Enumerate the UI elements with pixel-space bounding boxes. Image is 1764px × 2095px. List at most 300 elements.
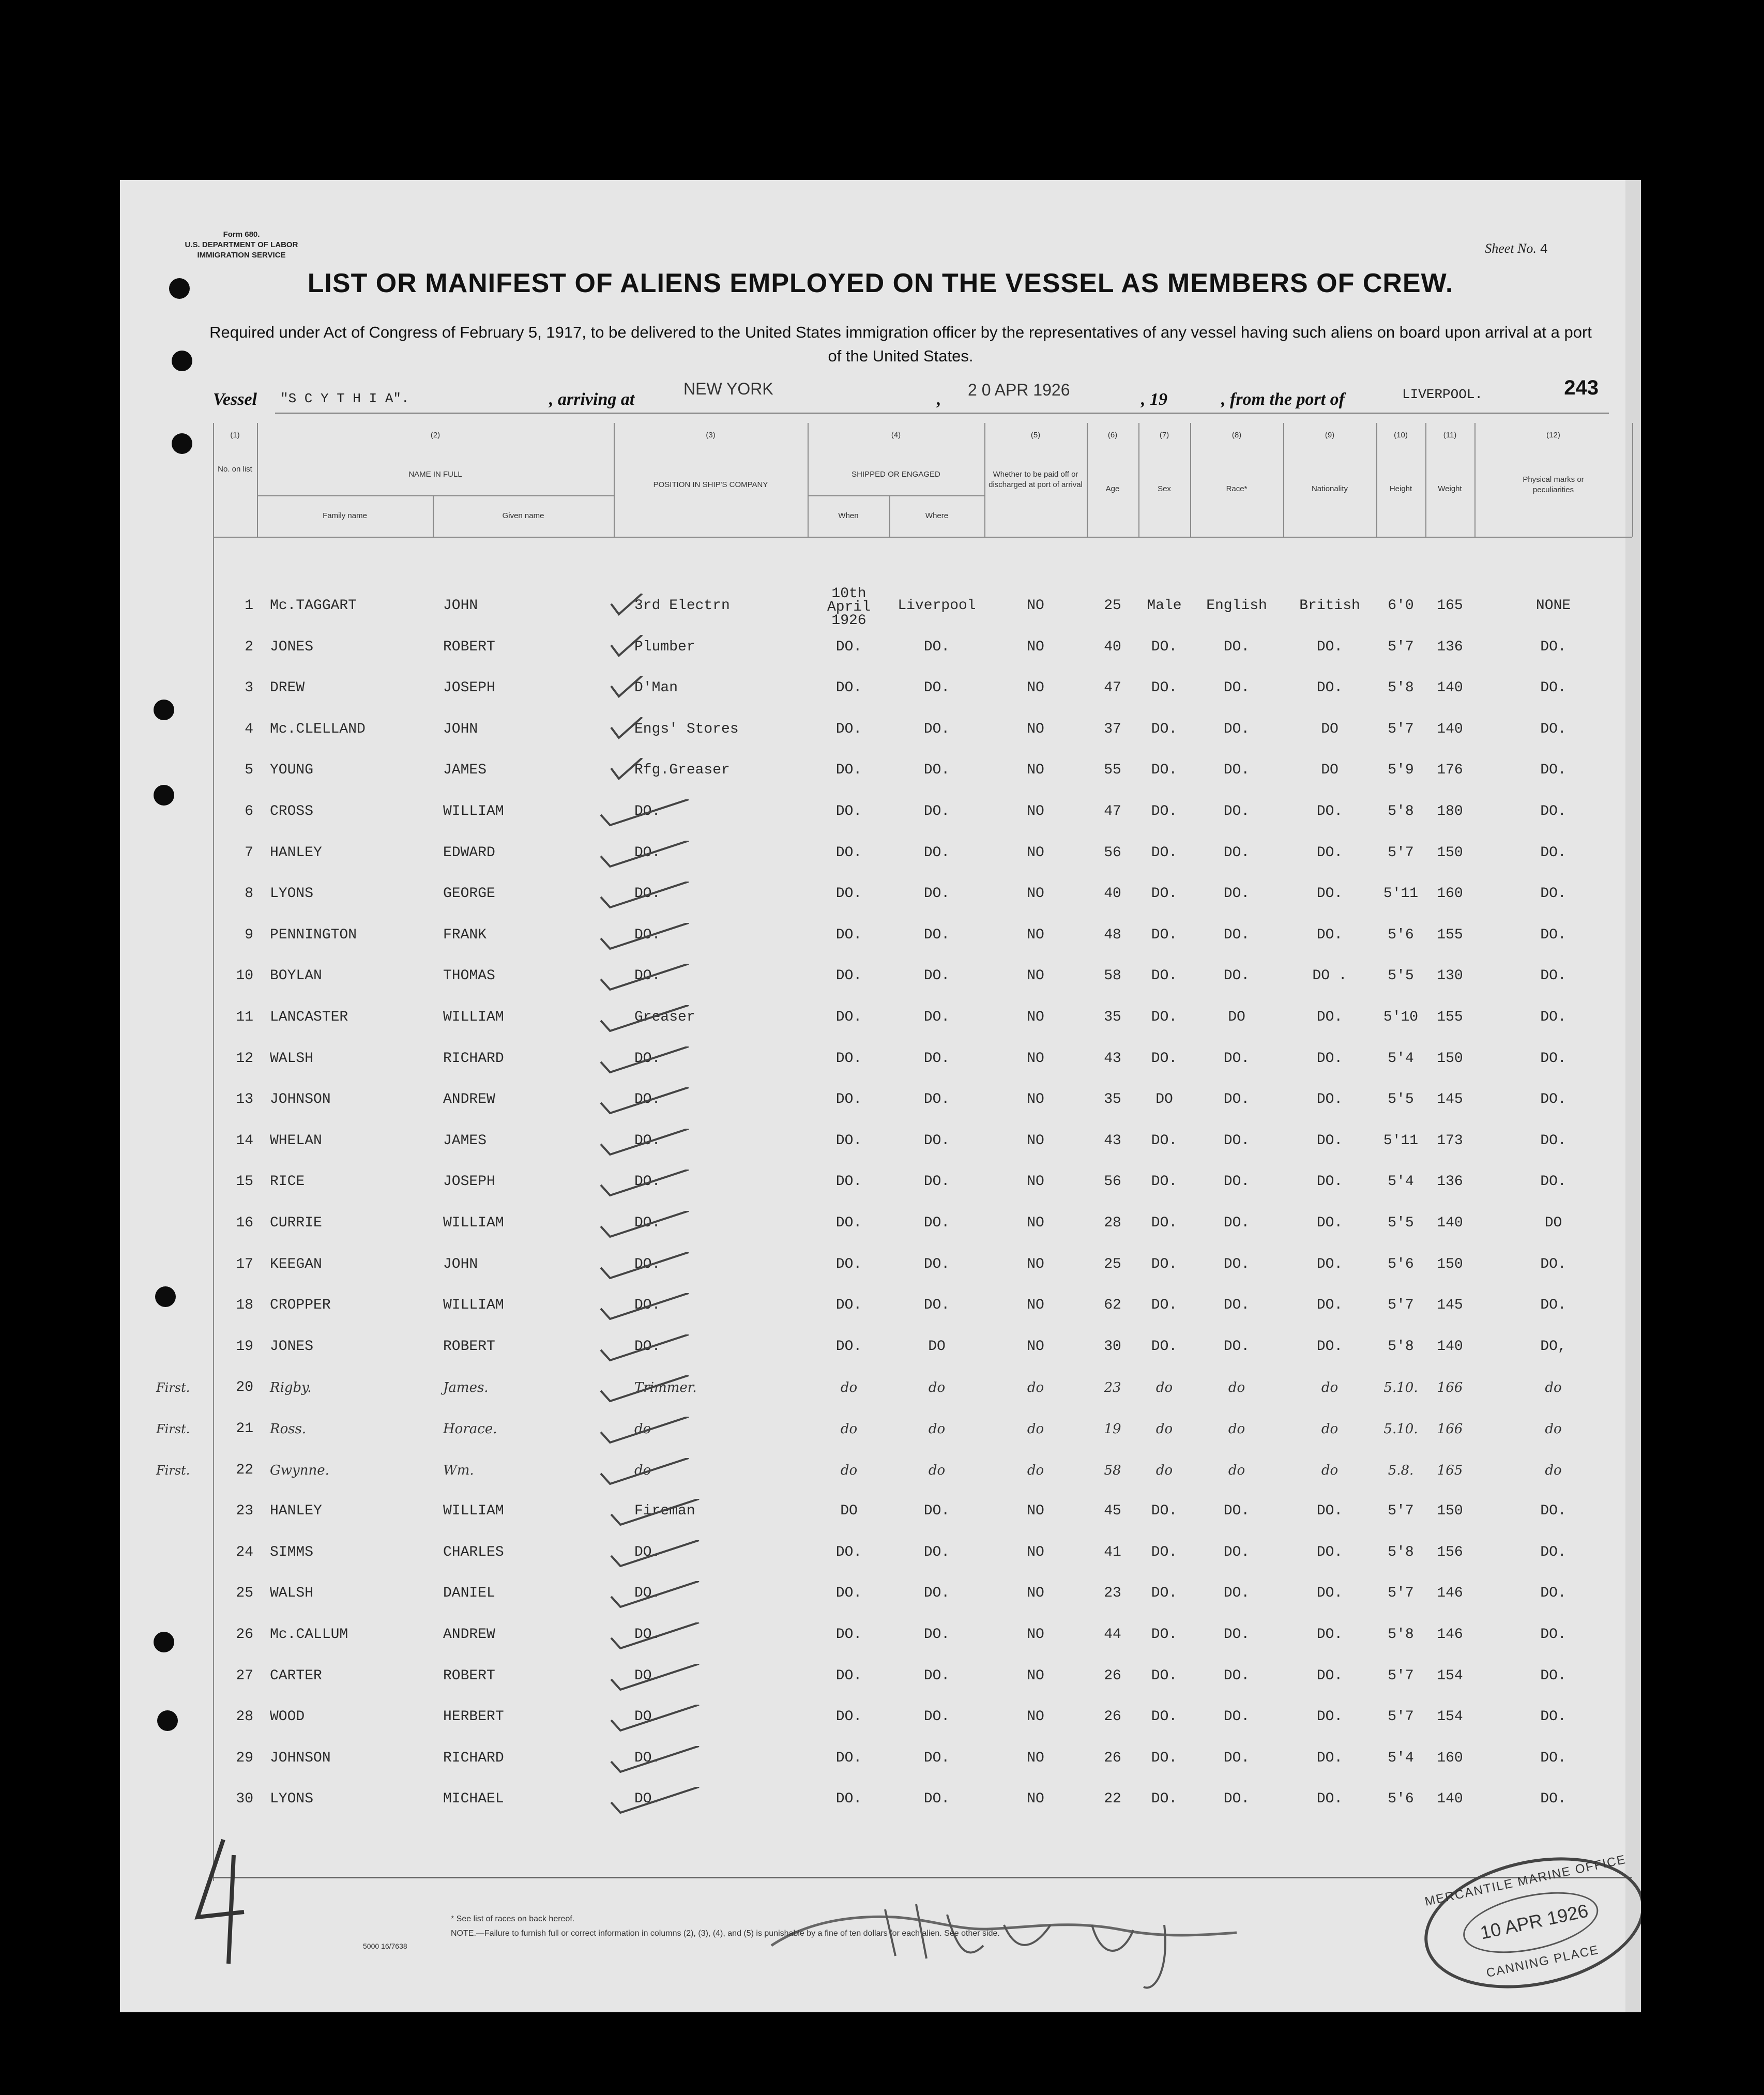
cell-age: 47 [1104, 803, 1121, 819]
cell-race: DO. [1223, 1585, 1250, 1602]
cell-when: do [840, 1380, 858, 1396]
check-mark-icon [596, 1334, 694, 1365]
cell-paid: NO [1027, 639, 1044, 655]
cell-family: Gwynne. [270, 1462, 329, 1478]
arriving-label: , arriving at [549, 390, 635, 409]
cell-family: WALSH [270, 1050, 314, 1067]
cell-paid: do [1027, 1380, 1044, 1396]
cell-age: 25 [1104, 598, 1121, 614]
check-mark-icon [606, 1787, 704, 1818]
arriving-port: NEW YORK [683, 379, 773, 398]
cell-nat: DO. [1316, 1791, 1343, 1808]
cell-age: 26 [1104, 1667, 1121, 1684]
cell-paid: NO [1027, 968, 1044, 984]
cell-weight: 173 [1437, 1132, 1463, 1149]
cell-age: 48 [1104, 927, 1121, 943]
table-row [213, 928, 1640, 969]
cell-when: DO. [835, 803, 862, 819]
cell-given: ANDREW [443, 1627, 495, 1643]
cell-family: CROPPER [270, 1297, 331, 1314]
cell-family: Mc.CALLUM [270, 1627, 348, 1643]
table-row [213, 1751, 1640, 1793]
cell-n: 20 [236, 1379, 253, 1396]
cell-given: WILLIAM [443, 803, 504, 819]
cell-given: James. [443, 1380, 489, 1396]
cell-height: 5'4 [1388, 1050, 1414, 1067]
cell-nat: DO. [1316, 1297, 1343, 1314]
cell-weight: 166 [1437, 1380, 1463, 1396]
check-mark-icon [596, 1129, 694, 1160]
cell-race: DO. [1223, 803, 1250, 819]
footer-note-races: * See list of races on back hereof. [451, 1915, 575, 1923]
year-label: , 19 [1141, 390, 1167, 409]
cell-age: 43 [1104, 1050, 1121, 1067]
cell-paid: NO [1027, 927, 1044, 943]
cell-when: 10th April 1926 [827, 586, 871, 629]
manifest-page [120, 180, 1641, 2012]
cell-where: DO. [923, 1050, 950, 1067]
cell-height: 5.10. [1383, 1421, 1418, 1437]
check-mark-icon [606, 758, 704, 789]
cell-where: DO. [923, 721, 950, 737]
cell-weight: 145 [1437, 1091, 1463, 1108]
cell-age: 56 [1104, 844, 1121, 861]
cell-sex: DO. [1151, 1791, 1178, 1808]
cell-nat: do [1321, 1421, 1339, 1437]
cell-weight: 145 [1437, 1297, 1463, 1314]
cell-given: ANDREW [443, 1091, 495, 1108]
cell-marks: do [1545, 1462, 1562, 1478]
check-mark-icon [606, 635, 704, 666]
cell-nat: DO. [1316, 1050, 1343, 1067]
cell-position: do [634, 1462, 651, 1478]
header-given-name: Given name [502, 511, 544, 520]
cell-weight: 155 [1437, 1009, 1463, 1025]
check-mark-icon [606, 1622, 704, 1653]
cell-where: DO. [923, 1627, 950, 1643]
cell-when: DO. [835, 1338, 862, 1355]
cell-race: DO. [1223, 844, 1250, 861]
cell-position: DO. [634, 1627, 661, 1643]
margin-note: First. [156, 1380, 190, 1395]
vessel-label: Vessel [213, 390, 257, 409]
col-number: (2) [430, 431, 440, 439]
cell-when: DO. [835, 1709, 862, 1725]
cell-position: Trimmer. [634, 1380, 697, 1396]
cell-position: DO. [634, 1338, 661, 1355]
cell-race: DO. [1223, 1091, 1250, 1108]
cell-sex: DO. [1151, 1050, 1178, 1067]
cell-weight: 140 [1437, 680, 1463, 696]
table-row [213, 640, 1640, 681]
cell-given: Wm. [443, 1462, 474, 1478]
table-row [213, 681, 1640, 722]
cell-position: DO. [634, 968, 661, 984]
cell-marks: DO. [1540, 1009, 1567, 1025]
cell-sex: DO. [1151, 1132, 1178, 1149]
cell-marks: DO. [1540, 762, 1567, 779]
header-where: Where [925, 511, 949, 520]
cell-paid: NO [1027, 1627, 1044, 1643]
cell-paid: NO [1027, 762, 1044, 779]
cell-sex: DO. [1151, 1709, 1178, 1725]
cell-when: DO. [835, 1544, 862, 1560]
cell-marks: DO. [1540, 1750, 1567, 1766]
cell-nat: DO. [1316, 886, 1343, 902]
cell-nat: DO. [1316, 639, 1343, 655]
cell-position: DO. [634, 886, 661, 902]
cell-given: JOSEPH [443, 1174, 495, 1190]
cell-position: DO. [634, 803, 661, 819]
header-sex: Sex [1158, 484, 1171, 493]
cell-when: DO [840, 1503, 858, 1520]
cell-height: 5'8 [1388, 803, 1414, 819]
cell-sex: DO. [1151, 1667, 1178, 1684]
header-race: Race* [1226, 484, 1248, 493]
cell-family: JOHNSON [270, 1091, 331, 1108]
punch-hole [155, 1286, 176, 1307]
vessel-underline [275, 413, 1609, 414]
cell-when: DO. [835, 927, 862, 943]
cell-position: DO. [634, 1256, 661, 1272]
cell-age: 37 [1104, 721, 1121, 737]
cell-n: 10 [236, 968, 253, 984]
cell-weight: 165 [1437, 598, 1463, 614]
cell-weight: 140 [1437, 721, 1463, 737]
cell-where: DO. [923, 844, 950, 861]
table-row [156, 1421, 1640, 1463]
cell-marks: DO. [1540, 1791, 1567, 1808]
cell-age: 26 [1104, 1709, 1121, 1725]
cell-given: EDWARD [443, 844, 495, 861]
cell-marks: DO. [1540, 1627, 1567, 1643]
table-row [213, 1710, 1640, 1751]
cell-given: JOHN [443, 721, 478, 737]
cell-marks: DO. [1540, 1174, 1567, 1190]
comma: , [937, 390, 941, 409]
cell-height: 5.8. [1388, 1462, 1414, 1478]
cell-where: DO. [923, 1009, 950, 1025]
cell-n: 18 [236, 1297, 253, 1314]
table-row [213, 1669, 1640, 1710]
cell-race: DO. [1223, 927, 1250, 943]
cell-n: 1 [245, 598, 253, 614]
header-shipped: SHIPPED OR ENGAGED [851, 470, 940, 479]
cell-where: DO. [923, 927, 950, 943]
cell-when: DO. [835, 886, 862, 902]
check-mark-icon [596, 1087, 694, 1118]
cell-n: 23 [236, 1503, 253, 1520]
cell-weight: 140 [1437, 1215, 1463, 1231]
cell-marks: DO. [1540, 968, 1567, 984]
cell-paid: NO [1027, 1667, 1044, 1684]
cell-n: 17 [236, 1256, 253, 1272]
cell-where: DO. [923, 1503, 950, 1520]
cell-age: 62 [1104, 1297, 1121, 1314]
check-mark-icon [596, 923, 694, 954]
handwritten-four [187, 1834, 260, 1969]
cell-where: DO. [923, 1215, 950, 1231]
cell-family: WALSH [270, 1585, 314, 1602]
cell-family: Rigby. [270, 1380, 312, 1396]
cell-sex: DO. [1151, 1338, 1178, 1355]
cell-n: 14 [236, 1132, 253, 1149]
cell-sex: DO. [1151, 639, 1178, 655]
table-row [213, 1092, 1640, 1134]
cell-paid: NO [1027, 1050, 1044, 1067]
cell-nat: DO. [1316, 1585, 1343, 1602]
cell-position: DO. [634, 1544, 661, 1560]
cell-where: DO. [923, 1709, 950, 1725]
page-number: 243 [1564, 376, 1599, 399]
cell-height: 5'7 [1388, 844, 1414, 861]
cell-n: 25 [236, 1585, 253, 1602]
cell-where: DO. [923, 1544, 950, 1560]
cell-height: 5'4 [1388, 1750, 1414, 1766]
cell-when: DO. [835, 1009, 862, 1025]
cell-marks: DO. [1540, 1503, 1567, 1520]
cell-height: 5'6 [1388, 1791, 1414, 1808]
cell-height: 5'7 [1388, 1667, 1414, 1684]
check-mark-icon [596, 799, 694, 830]
table-row [213, 1340, 1640, 1381]
cell-nat: DO. [1316, 1174, 1343, 1190]
cell-when: DO. [835, 721, 862, 737]
cell-paid: NO [1027, 844, 1044, 861]
check-mark-icon [596, 1252, 694, 1283]
cell-paid: do [1027, 1421, 1044, 1437]
cell-height: 5'8 [1388, 680, 1414, 696]
cell-given: WILLIAM [443, 1297, 504, 1314]
cell-marks: DO. [1540, 1544, 1567, 1560]
cell-family: CURRIE [270, 1215, 322, 1231]
table-row [213, 1216, 1640, 1257]
header-family-name: Family name [323, 511, 367, 520]
cell-n: 2 [245, 639, 253, 655]
cell-n: 12 [236, 1050, 253, 1067]
table-row [156, 1462, 1640, 1505]
cell-race: DO. [1223, 639, 1250, 655]
cell-race: DO. [1223, 1132, 1250, 1149]
cell-nat: DO. [1316, 927, 1343, 943]
cell-weight: 160 [1437, 886, 1463, 902]
sheet-number [1485, 241, 1548, 257]
print-code: 5000 16/7638 [363, 1942, 407, 1950]
cell-weight: 166 [1437, 1421, 1463, 1437]
check-mark-icon [606, 717, 704, 748]
check-mark-icon [596, 1211, 694, 1242]
vessel-name: "S C Y T H I A". [280, 391, 409, 406]
cell-nat: DO. [1316, 844, 1343, 861]
cell-given: WILLIAM [443, 1215, 504, 1231]
cell-paid: NO [1027, 1174, 1044, 1190]
cell-position: DO. [634, 844, 661, 861]
cell-n: 24 [236, 1544, 253, 1560]
cell-weight: 146 [1437, 1627, 1463, 1643]
cell-race: do [1228, 1421, 1245, 1437]
cell-race: DO [1228, 1009, 1245, 1025]
cell-position: DO. [634, 1050, 661, 1067]
cell-when: DO. [835, 1091, 862, 1108]
cell-given: HERBERT [443, 1709, 504, 1725]
cell-height: 5'10 [1383, 1009, 1419, 1025]
cell-sex: DO. [1151, 1174, 1178, 1190]
header-bottom-line [213, 537, 1632, 538]
cell-weight: 130 [1437, 968, 1463, 984]
cell-when: DO. [835, 1132, 862, 1149]
cell-marks: do [1545, 1421, 1562, 1437]
cell-race: DO. [1223, 968, 1250, 984]
cell-when: DO. [835, 1750, 862, 1766]
cell-height: 5'7 [1388, 1709, 1414, 1725]
cell-given: JAMES [443, 1132, 487, 1149]
check-mark-icon [606, 1746, 704, 1777]
table-row [213, 887, 1640, 928]
cell-family: LYONS [270, 1791, 314, 1808]
cell-height: 5'8 [1388, 1544, 1414, 1560]
cell-paid: NO [1027, 1503, 1044, 1520]
cell-weight: 165 [1437, 1462, 1463, 1478]
cell-n: 21 [236, 1421, 253, 1437]
cell-marks: DO. [1540, 886, 1567, 902]
cell-paid: NO [1027, 1338, 1044, 1355]
cell-given: JAMES [443, 762, 487, 779]
cell-paid: NO [1027, 1544, 1044, 1560]
cell-race: DO. [1223, 1174, 1250, 1190]
check-mark-icon [596, 1375, 694, 1406]
cell-age: 40 [1104, 639, 1121, 655]
cell-weight: 136 [1437, 639, 1463, 655]
check-mark-icon [596, 1005, 694, 1036]
check-mark-icon [596, 964, 694, 995]
cell-where: DO. [923, 1132, 950, 1149]
cell-marks: DO, [1540, 1338, 1567, 1355]
cell-age: 28 [1104, 1215, 1121, 1231]
form-header [174, 230, 309, 261]
cell-where: DO. [923, 680, 950, 696]
cell-nat: do [1321, 1380, 1339, 1396]
cell-when: DO. [835, 1215, 862, 1231]
cell-when: DO. [835, 1667, 862, 1684]
page-subtitle: Required under Act of Congress of February 5, 1917, to be delivered to the United States immigration officer by the representatives of any vessel having such aliens on board upon arrival at a port of the United States. [209, 323, 1592, 365]
table-row [213, 1586, 1640, 1628]
cell-sex: DO. [1151, 1297, 1178, 1314]
form-number: Form 680. [223, 230, 260, 239]
col-line [1632, 423, 1633, 537]
cell-paid: NO [1027, 680, 1044, 696]
cell-family: BOYLAN [270, 968, 322, 984]
from-port: LIVERPOOL. [1402, 387, 1483, 402]
cell-when: DO. [835, 639, 862, 655]
cell-weight: 176 [1437, 762, 1463, 779]
check-mark-icon [596, 1458, 694, 1489]
cell-position: DO. [634, 1791, 661, 1808]
cell-weight: 154 [1437, 1667, 1463, 1684]
cell-height: 5'7 [1388, 639, 1414, 655]
cell-marks: DO. [1540, 1256, 1567, 1272]
check-mark-icon [606, 1499, 704, 1530]
cell-nat: DO. [1316, 803, 1343, 819]
cell-n: 4 [245, 721, 253, 737]
header-marks: Physical marks or peculiarities [1523, 475, 1584, 494]
cell-paid: NO [1027, 1091, 1044, 1108]
cell-paid: do [1027, 1462, 1044, 1478]
margin-note: First. [156, 1463, 190, 1478]
cell-position: DO. [634, 1667, 661, 1684]
cell-nat: DO [1321, 721, 1339, 737]
cell-race: English [1206, 598, 1267, 614]
check-mark-icon [596, 1293, 694, 1324]
header-age: Age [1105, 484, 1120, 493]
cell-nat: DO. [1316, 1503, 1343, 1520]
cell-paid: NO [1027, 1750, 1044, 1766]
check-mark-icon [596, 1417, 694, 1448]
cell-height: 5'7 [1388, 1585, 1414, 1602]
table-row [213, 1257, 1640, 1299]
cell-nat: DO. [1316, 1091, 1343, 1108]
cell-family: Ross. [270, 1421, 307, 1437]
header-weight: Weight [1438, 484, 1462, 493]
cell-when: DO. [835, 968, 862, 984]
cell-given: ROBERT [443, 1338, 495, 1355]
cell-where: DO. [923, 762, 950, 779]
cell-where: DO. [923, 1174, 950, 1190]
cell-age: 41 [1104, 1544, 1121, 1560]
table-row [213, 1628, 1640, 1669]
header-position: POSITION IN SHIP'S COMPANY [653, 480, 768, 489]
check-mark-icon [596, 1046, 694, 1077]
cell-when: DO. [835, 680, 862, 696]
cell-height: 5.10. [1383, 1380, 1418, 1396]
header-no-on-list: No. on list [218, 465, 252, 474]
cell-when: DO. [835, 1627, 862, 1643]
punch-hole [154, 1632, 174, 1652]
cell-height: 6'0 [1388, 598, 1414, 614]
cell-given: JOSEPH [443, 680, 495, 696]
col-number: (1) [230, 431, 240, 439]
col-number: (9) [1325, 431, 1335, 439]
cell-when: DO. [835, 1585, 862, 1602]
service: IMMIGRATION SERVICE [197, 251, 286, 260]
cell-marks: DO. [1540, 1709, 1567, 1725]
cell-age: 22 [1104, 1791, 1121, 1808]
page-title: LIST OR MANIFEST OF ALIENS EMPLOYED ON THE VESSEL AS MEMBERS OF CREW. [307, 268, 1454, 298]
cell-where: Liverpool [898, 598, 976, 614]
cell-family: WOOD [270, 1709, 305, 1725]
cell-n: 30 [236, 1791, 253, 1808]
col-number: (12) [1546, 431, 1560, 439]
cell-nat: DO. [1316, 680, 1343, 696]
cell-n: 27 [236, 1667, 253, 1684]
col-number: (4) [891, 431, 901, 439]
col-number: (10) [1394, 431, 1408, 439]
col-number: (3) [706, 431, 716, 439]
cell-position: DO. [634, 1132, 661, 1149]
cell-position: DO. [634, 927, 661, 943]
punch-hole [154, 785, 174, 806]
cell-race: DO. [1223, 886, 1250, 902]
cell-marks: NONE [1535, 598, 1571, 614]
cell-family: CARTER [270, 1667, 322, 1684]
header-when: When [838, 511, 859, 520]
cell-nat: DO. [1316, 1338, 1343, 1355]
cell-position: DO. [634, 1709, 661, 1725]
cell-marks: DO. [1540, 680, 1567, 696]
cell-weight: 150 [1437, 1503, 1463, 1520]
cell-weight: 160 [1437, 1750, 1463, 1766]
cell-given: JOHN [443, 598, 478, 614]
cell-when: DO. [835, 1297, 862, 1314]
